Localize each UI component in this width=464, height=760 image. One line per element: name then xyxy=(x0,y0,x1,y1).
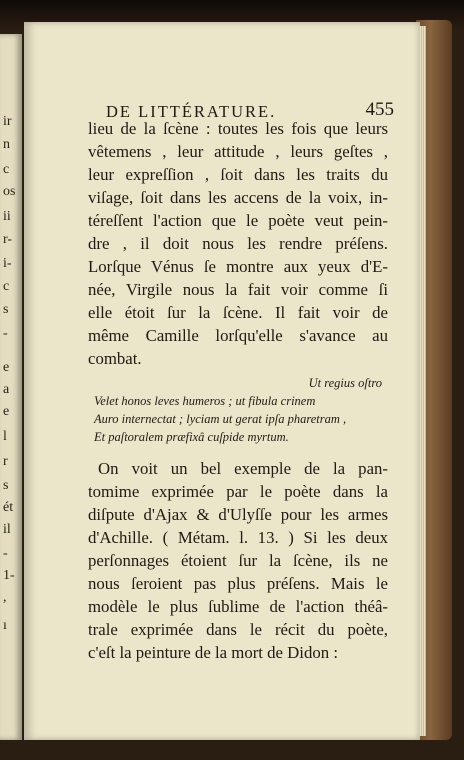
left-fragment: n xyxy=(3,137,10,152)
left-fragment: r- xyxy=(3,232,13,247)
page-number: 455 xyxy=(365,99,394,120)
left-fragment: i- xyxy=(3,256,12,271)
verse-line: Ut regius oſtro xyxy=(308,376,382,390)
text-line: modèle le plus ſublime de l'action théâ- xyxy=(88,597,388,616)
text-line: tomime exprimée par le poète dans la xyxy=(88,482,388,501)
text-line: leur expreſſion , ſoit dans les traits du xyxy=(88,165,388,184)
verse-line: Et paſtoralem præfixâ cuſpide myrtum. xyxy=(94,430,289,444)
left-fragment: e xyxy=(3,404,10,419)
text-line: téreſſent l'action que le poète veut pein- xyxy=(88,211,388,230)
text-line: d'Achille. ( Métam. l. 13. ) Si les deux xyxy=(88,528,388,547)
text-line: vêtemens , leur attitude , leurs geſtes , xyxy=(88,142,388,161)
left-fragment: - xyxy=(3,546,8,561)
left-fragment: , xyxy=(3,590,7,605)
text-line: viſage, ſoit dans les accens de la voix, in- xyxy=(88,188,388,207)
left-fragment: c xyxy=(3,279,10,294)
left-page-edge xyxy=(0,34,22,740)
text-line: c'eſt la peinture de la mort de Didon : xyxy=(88,643,338,662)
book-page xyxy=(24,22,420,740)
text-line: lieu de la ſcène : toutes les fois que leurs xyxy=(88,119,388,138)
text-line: même Camille lorſqu'elle s'avance au xyxy=(88,326,388,345)
text-line: dre , il doit nous les rendre préſens. xyxy=(88,234,388,253)
text-line: trale exprimée dans le récit du poète, xyxy=(88,620,388,639)
text-line: Lorſque Vénus ſe montre aux yeux d'E- xyxy=(88,257,388,276)
verse-line: Auro internectat ; lyciam ut gerat ipſa pharetram , xyxy=(94,412,347,426)
text-line: On voit un bel exemple de la pan- xyxy=(98,459,388,478)
left-fragment: ii xyxy=(3,209,11,224)
text-line: combat. xyxy=(88,349,142,368)
text-line: nous ſeroient pas plus préſens. Mais le xyxy=(88,574,388,593)
text-line: perſonnages étoient ſur la ſcène, ils ne xyxy=(88,551,388,570)
text-line: diſpute d'Ajax & d'Ulyſſe pour les armes xyxy=(88,505,388,524)
text-line: elle étoit ſur la ſcène. Il fait voir de xyxy=(88,303,388,322)
left-fragment: s xyxy=(3,478,9,493)
verse-line: Velet honos leves humeros ; ut fibula crinem xyxy=(94,394,316,408)
left-fragment: e xyxy=(3,360,10,375)
left-fragment: l xyxy=(3,429,7,444)
text-line: née, Virgile nous la fait voir comme ſi xyxy=(88,280,388,299)
left-fragment: r xyxy=(3,454,8,469)
left-fragment: ét xyxy=(3,500,14,515)
left-fragment: a xyxy=(3,382,10,397)
left-fragment: ı xyxy=(3,618,7,633)
left-fragment: - xyxy=(3,326,8,341)
left-fragment: 1- xyxy=(3,568,15,583)
left-fragment: os xyxy=(3,184,16,199)
left-fragment: ir xyxy=(3,114,12,129)
left-fragment: il xyxy=(3,522,11,537)
page-text xyxy=(24,22,420,740)
left-fragment: c xyxy=(3,162,10,177)
left-fragment: s xyxy=(3,302,9,317)
header-title: DE LITTÉRATURE. xyxy=(106,102,277,121)
